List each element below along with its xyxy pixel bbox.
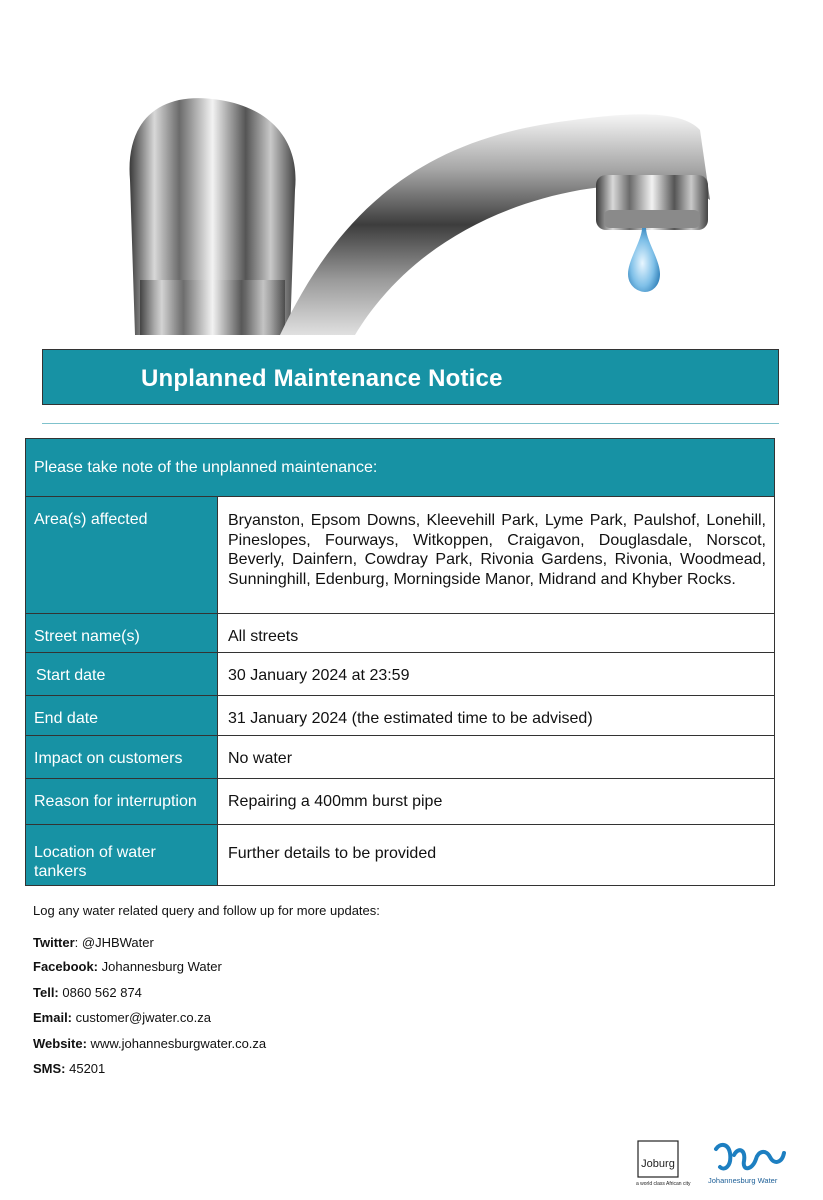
row-label: Street name(s) xyxy=(26,614,218,653)
contact-value: 45201 xyxy=(65,1061,106,1076)
contact-label: Tell: xyxy=(33,985,59,1000)
contact-email xyxy=(33,1010,211,1025)
page-title: Unplanned Maintenance Notice xyxy=(141,365,503,392)
contact-label: Email: xyxy=(33,1010,73,1025)
row-label: Area(s) affected xyxy=(26,497,218,614)
contact-label: Facebook: xyxy=(33,959,99,974)
contact-value: Johannesburg Water xyxy=(98,959,222,974)
logos xyxy=(634,1133,814,1193)
table-row xyxy=(26,614,775,653)
contact-twitter xyxy=(33,935,154,950)
row-label: Impact on customers xyxy=(26,736,218,779)
joburg-logo xyxy=(636,1141,691,1187)
notice-table xyxy=(25,438,775,886)
table-row xyxy=(26,736,775,779)
svg-text:Joburg: Joburg xyxy=(641,1158,675,1170)
table-row xyxy=(26,497,775,614)
contact-sms xyxy=(33,1061,105,1076)
table-header-row xyxy=(26,439,775,497)
svg-text:Johannesburg Water: Johannesburg Water xyxy=(708,1176,778,1185)
contact-website xyxy=(33,1036,266,1051)
table-row xyxy=(26,653,775,696)
contact-value: 0860 562 874 xyxy=(58,985,142,1000)
contact-tel xyxy=(33,985,142,1000)
contact-label: Website: xyxy=(33,1036,87,1051)
contact-value: www.johannesburgwater.co.za xyxy=(86,1036,267,1051)
johannesburg-water-logo xyxy=(708,1145,784,1185)
intro-text: Please take note of the unplanned maintenance: xyxy=(26,439,775,497)
row-label: Start date xyxy=(26,653,218,696)
row-label: Reason for interruption xyxy=(26,779,218,825)
row-value: Bryanston, Epsom Downs, Kleevehill Park, Lyme Park, Paulshof, Lonehill, Pineslopes, Fourways, Witkoppen, Craigavon, Douglasdale, Norscot, Beverly, Dainfern, Cowdray Park, Rivonia Gardens, Rivonia, Woodmead, Sunninghill, Edenburg, Morningside Manor, Midrand and Khyber Rocks. xyxy=(218,497,775,614)
svg-text:a world class African city: a world class African city xyxy=(636,1181,691,1187)
footer-intro: Log any water related query and follow up for more updates: xyxy=(33,903,380,918)
row-value: Repairing a 400mm burst pipe xyxy=(218,779,775,825)
row-value: No water xyxy=(218,736,775,779)
row-value: 31 January 2024 (the estimated time to be advised) xyxy=(218,696,775,736)
contact-value: customer@jwater.co.za xyxy=(72,1010,211,1025)
row-value: Further details to be provided xyxy=(218,825,775,886)
divider xyxy=(42,423,779,424)
contact-label: Twitter xyxy=(33,935,75,950)
row-label: End date xyxy=(26,696,218,736)
title-bar xyxy=(42,349,779,405)
row-value: 30 January 2024 at 23:59 xyxy=(218,653,775,696)
table-row xyxy=(26,825,775,886)
table-row xyxy=(26,779,775,825)
row-value: All streets xyxy=(218,614,775,653)
contact-facebook xyxy=(33,959,222,974)
tap-image xyxy=(100,80,750,335)
table-row xyxy=(26,696,775,736)
row-label: Location of water tankers xyxy=(26,825,218,886)
contact-label: SMS: xyxy=(33,1061,66,1076)
contact-value: : @JHBWater xyxy=(74,935,154,950)
